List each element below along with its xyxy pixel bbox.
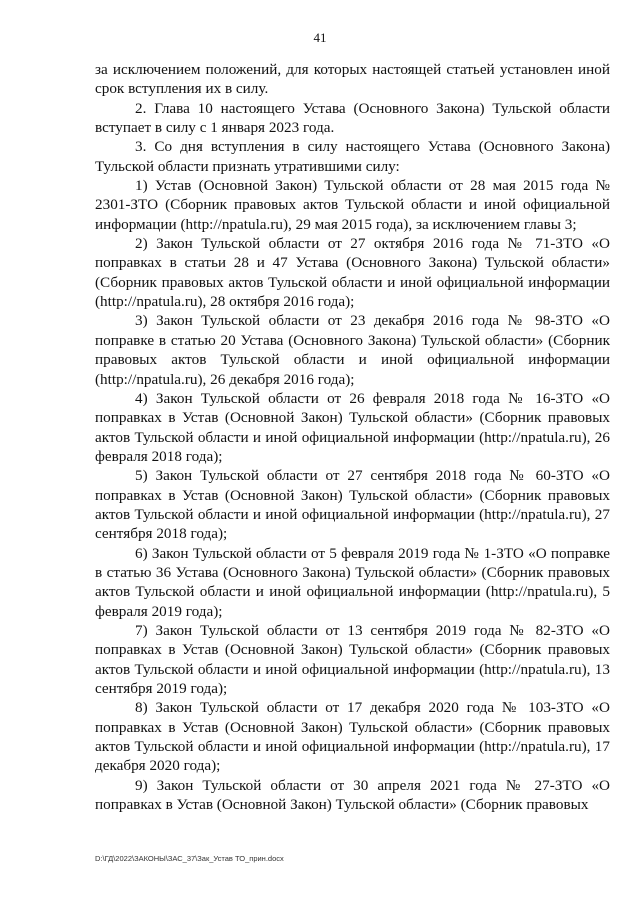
list-item-repealed-8: 8) Закон Тульской области от 17 декабря 2020 года № 103-ЗТО «О поправках в Устав (Основной Закон) Тульской области» (Сборник правовых актов Тульской области и иной официальной информации (http://npatula.ru), 17 декабря 2020 года); [95, 699, 610, 775]
list-item-repealed-6: 6) Закон Тульской области от 5 февраля 2019 года № 1-ЗТО «О поправке в статью 36 Устава (Основного Закона) Тульской области» (Сборник правовых актов Тульской области и иной официальной информации (http://npatula.ru), 5 февраля 2019 года); [95, 544, 610, 620]
list-item-repealed-7: 7) Закон Тульской области от 13 сентября 2019 года № 82-ЗТО «О поправках в Устав (Основной Закон) Тульской области» (Сборник правовых актов Тульской области и иной официальной информации (http://npatula.ru), 13 сентября 2019 года); [95, 621, 610, 697]
list-item-repealed-2: 2) Закон Тульской области от 27 октября 2016 года № 71-ЗТО «О поправках в статьи 28 и 47 Устава (Основного Закона) Тульской области» (Сборник правовых актов Тульской области и иной официальной информации (http://npatula.ru), 28 октября 2016 года); [95, 235, 610, 311]
list-item-repealed-1: 1) Устав (Основной Закон) Тульской области от 28 мая 2015 года № 2301-ЗТО (Сборник правовых актов Тульской области и иной официальной информации (http://npatula.ru), 29 мая 2015 года), за исключением главы 3; [95, 177, 610, 233]
footer-file-path: D:\ГД\2022\ЗАКОНЫ\ЗАС_37\Зак_Устав ТО_прин.docx [95, 854, 284, 863]
list-item-repealed-5: 5) Закон Тульской области от 27 сентября 2018 года № 60-ЗТО «О поправках в Устав (Основной Закон) Тульской области» (Сборник правовых актов Тульской области и иной официальной информации (http://npatula.ru), 27 сентября 2018 года); [95, 467, 610, 543]
list-item-repealed-3: 3) Закон Тульской области от 23 декабря 2016 года № 98-ЗТО «О поправке в статью 20 Устава (Основного Закона) Тульской области» (Сборник правовых актов Тульской области и иной официальной информации (http://npatula.ru), 26 декабря 2016 года); [95, 312, 610, 388]
page-number: 41 [313, 30, 327, 45]
paragraph-item-3: 3. Со дня вступления в силу настоящего Устава (Основного Закона) Тульской области признать утратившими силу: [95, 138, 610, 175]
list-item-repealed-4: 4) Закон Тульской области от 26 февраля 2018 года № 16-ЗТО «О поправках в Устав (Основной Закон) Тульской области» (Сборник правовых актов Тульской области и иной официальной информации (http://npatula.ru), 26 февраля 2018 года); [95, 389, 610, 465]
paragraph-continuation: за исключением положений, для которых настоящей статьей установлен иной срок вступления их в силу. [95, 61, 610, 98]
paragraph-item-2: 2. Глава 10 настоящего Устава (Основного Закона) Тульской области вступает в силу с 1 января 2023 года. [95, 99, 610, 137]
document-body [95, 60, 610, 814]
list-item-repealed-9: 9) Закон Тульской области от 30 апреля 2021 года № 27-ЗТО «О поправках в Устав (Основной Закон) Тульской области» (Сборник правовых [95, 776, 610, 814]
